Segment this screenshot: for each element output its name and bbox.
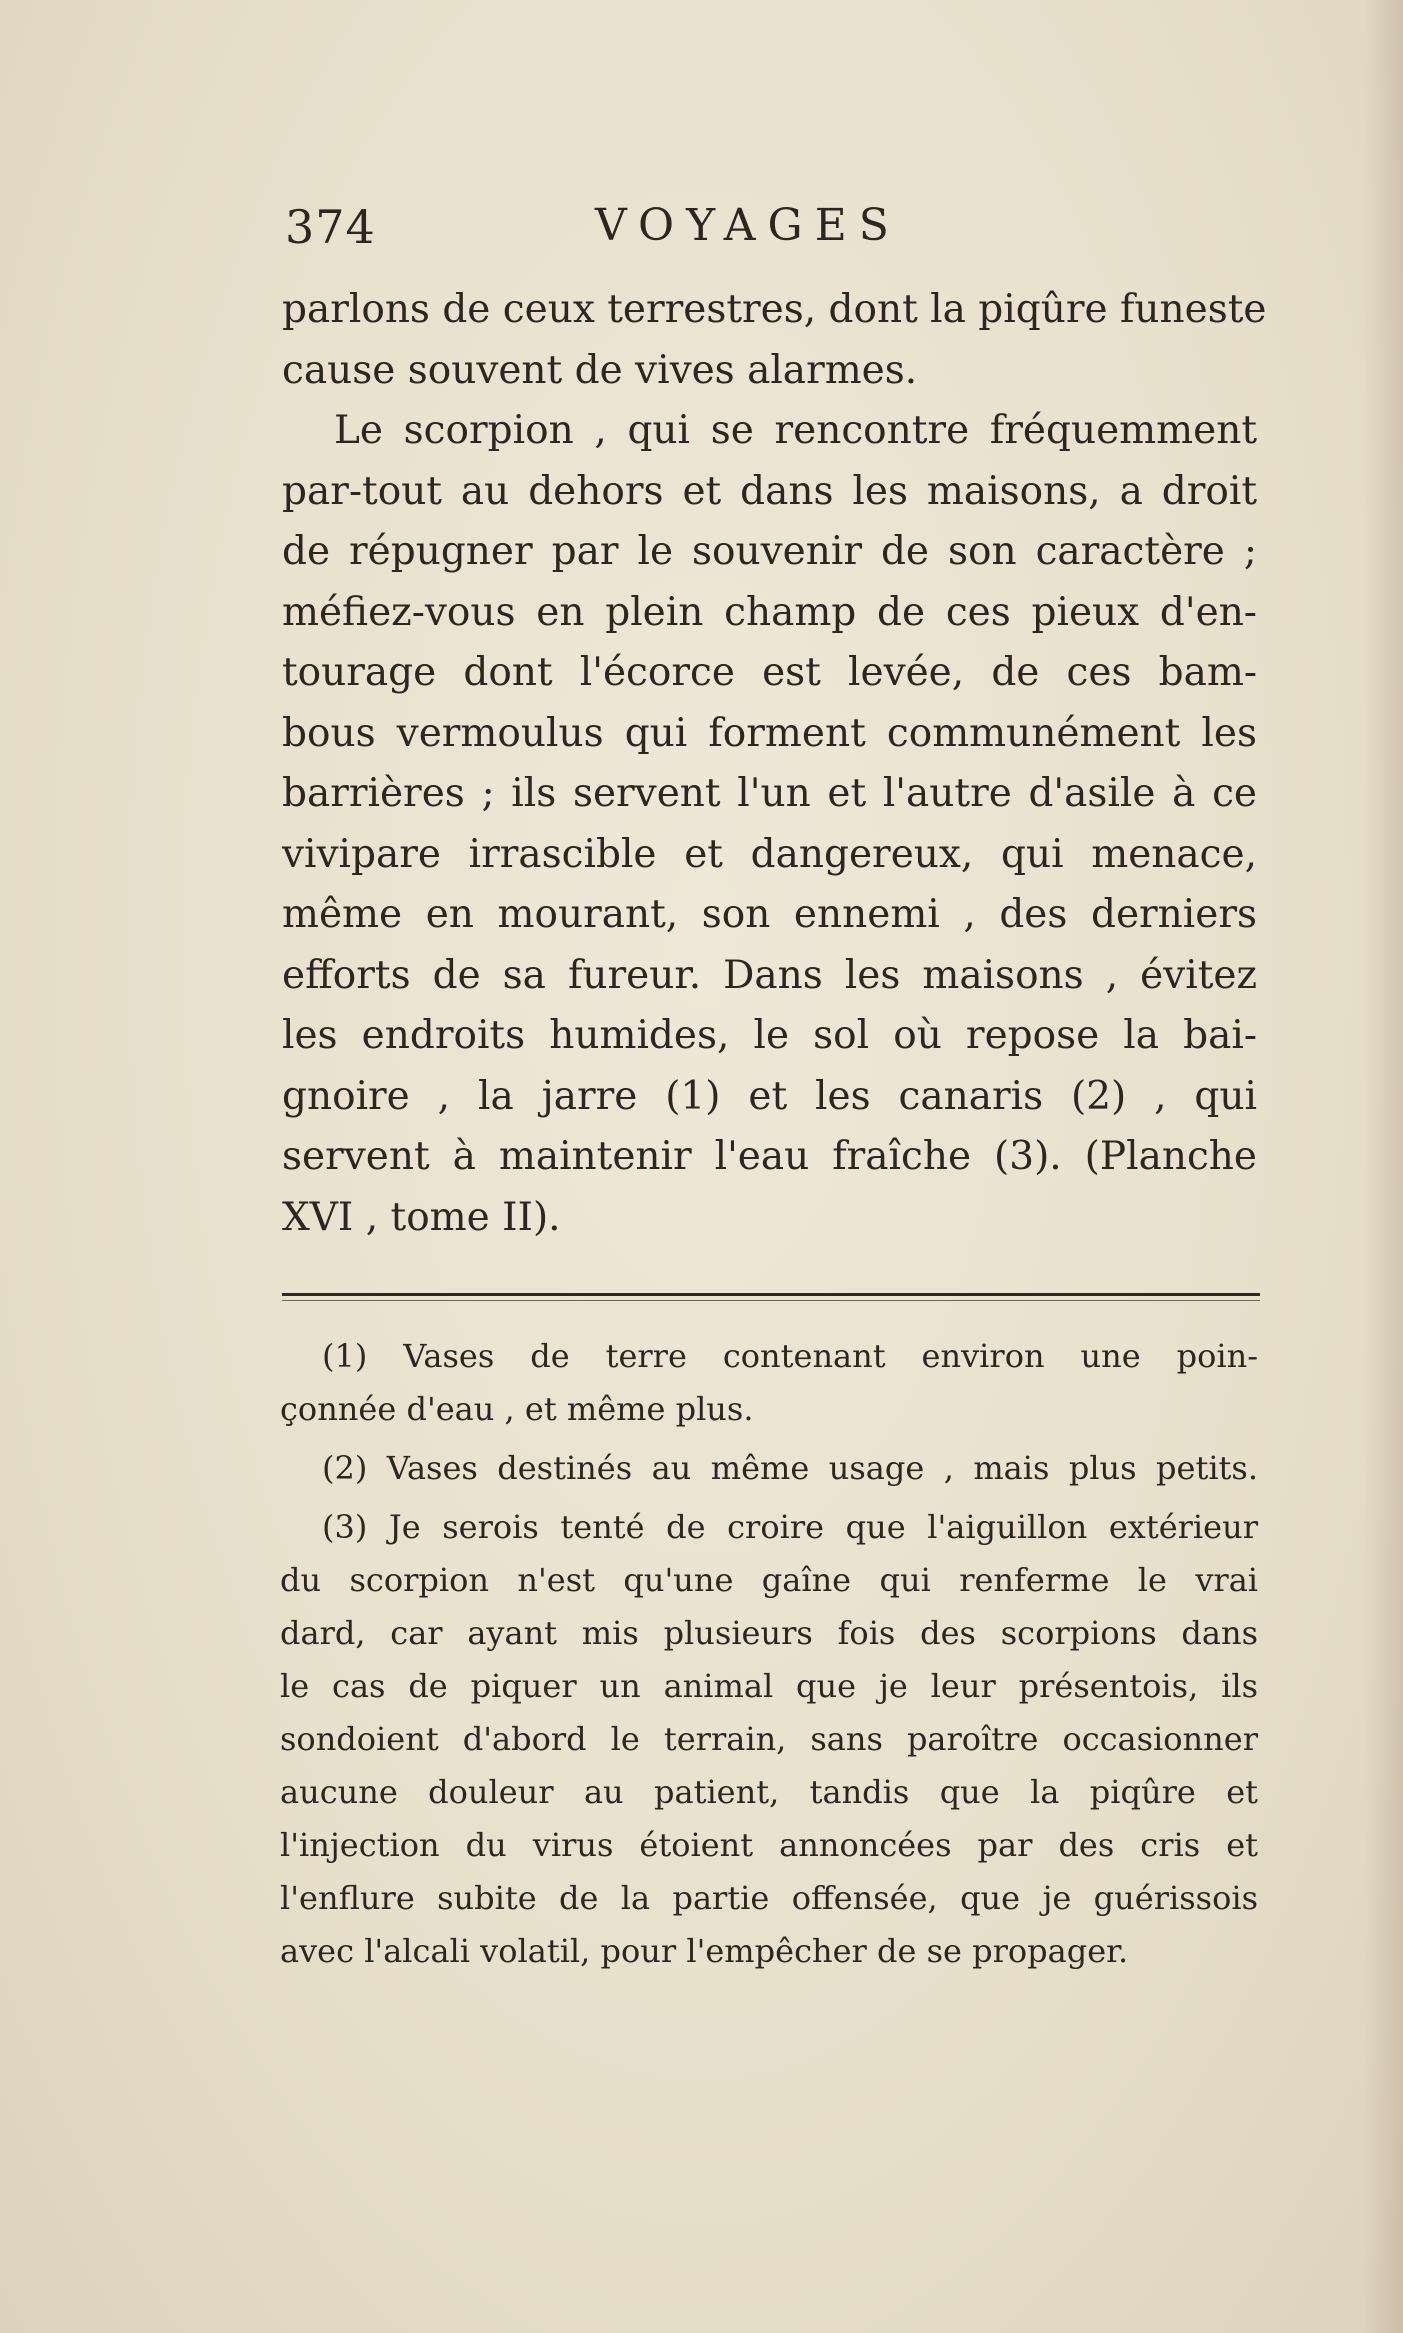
footnote-line: dard, car ayant mis plusieurs fois des scorpions dans — [280, 1614, 1258, 1652]
footnote-3 — [280, 1501, 1258, 1978]
footnote-line: le cas de piquer un animal que je leur présentois, ils — [280, 1667, 1258, 1705]
footnote-2 — [280, 1442, 1258, 1495]
text-line: cause souvent de vives alarmes. — [282, 347, 918, 393]
footnote-rule-thin — [282, 1300, 1260, 1301]
footnote-rule — [282, 1293, 1260, 1296]
footnote-line: (1) Vases de terre contenant environ une poin- — [322, 1337, 1258, 1375]
page-number: 374 — [285, 200, 376, 254]
text-line: parlons de ceux terrestres, dont la piqûre funeste — [282, 287, 1267, 332]
footnote-line: (3) Je serois tenté de croire que l'aiguillon extérieur — [322, 1508, 1258, 1546]
footnote-line: çonnée d'eau , et même plus. — [280, 1390, 754, 1428]
text-line: bous vermoulus qui forment communément les — [282, 710, 1257, 756]
text-line: efforts de sa fureur. Dans les maisons , évitez — [282, 952, 1257, 998]
footnote-line: l'injection du virus étoient annoncées par des cris et — [280, 1826, 1258, 1864]
running-title: VOYAGES — [595, 200, 901, 251]
text-line: de répugner par le souvenir de son caractère ; — [282, 529, 1257, 574]
text-line: par-tout au dehors et dans les maisons, a droit — [282, 468, 1257, 514]
text-line: méfiez-vous en plein champ de ces pieux d'en- — [282, 589, 1257, 635]
text-line: tourage dont l'écorce est levée, de ces bam- — [282, 650, 1257, 695]
text-line: gnoire , la jarre (1) et les canaris (2) , qui — [282, 1073, 1257, 1119]
text-line: XVI , tome II). — [282, 1194, 561, 1240]
text-line: même en mourant, son ennemi , des derniers — [282, 892, 1257, 937]
footnote-line: aucune douleur au patient, tandis que la piqûre et — [280, 1773, 1258, 1811]
page-edge-shadow — [1363, 0, 1403, 2333]
text-line: barrières ; ils servent l'un et l'autre d'asile à ce — [282, 771, 1257, 816]
footnotes — [280, 1330, 1258, 1984]
text-line: servent à maintenir l'eau fraîche (3). (Planche — [282, 1134, 1257, 1179]
footnote-line: du scorpion n'est qu'une gaîne qui renferme le vrai — [280, 1561, 1258, 1599]
footnote-line: sondoient d'abord le terrain, sans paroître occasionner — [280, 1720, 1258, 1758]
main-text — [282, 280, 1267, 1248]
footnote-line: (2) Vases destinés au même usage , mais plus petits. — [322, 1449, 1258, 1487]
footnote-1 — [280, 1330, 1258, 1436]
text-line: Le scorpion , qui se rencontre fréquemment — [334, 408, 1257, 453]
footnote-line: avec l'alcali volatil, pour l'empêcher de se propager. — [280, 1932, 1129, 1970]
page-header — [285, 200, 1255, 270]
footnote-line: l'enflure subite de la partie offensée, que je guérissois — [280, 1879, 1258, 1917]
text-line: les endroits humides, le sol où repose la bai- — [282, 1013, 1257, 1058]
text-line: vivipare irrascible et dangereux, qui menace, — [282, 831, 1257, 877]
